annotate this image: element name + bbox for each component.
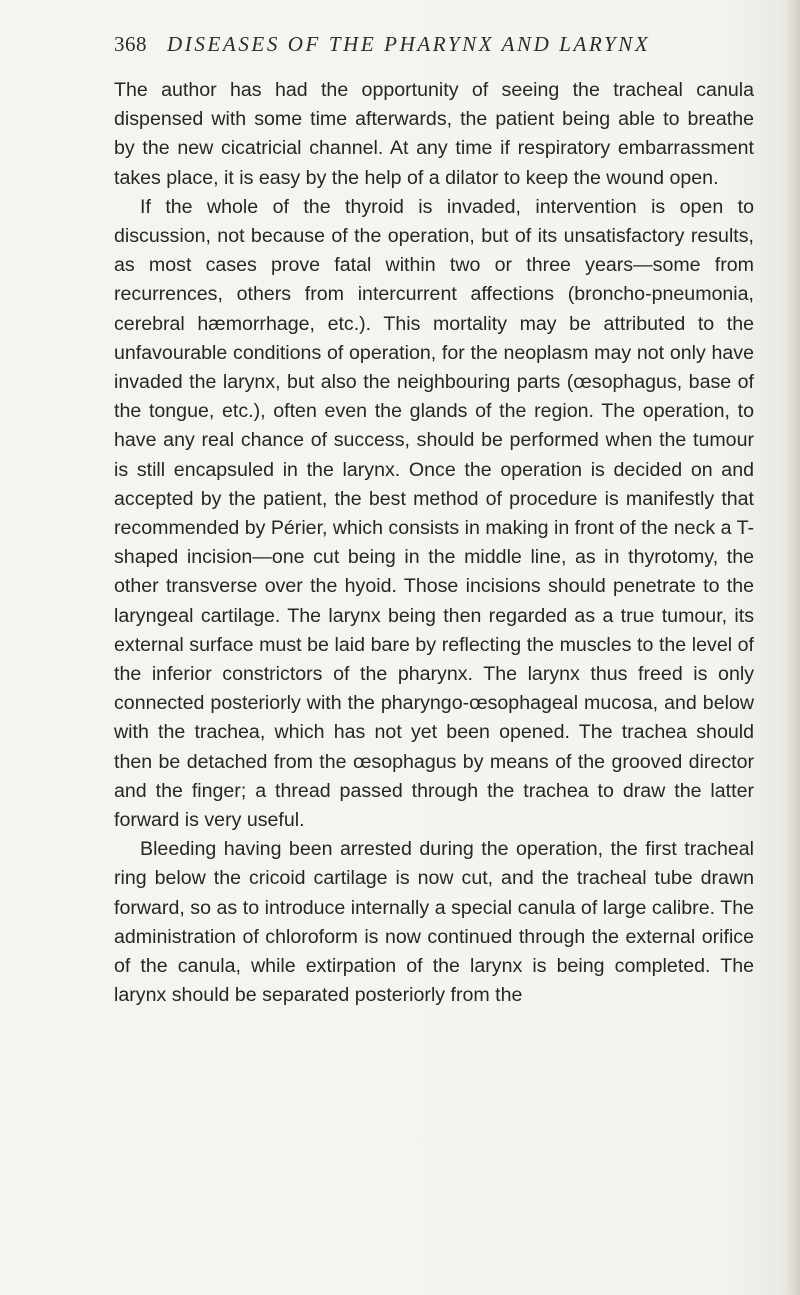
page-number: 368	[114, 32, 147, 56]
paragraph-3: Bleeding having been arrested during the operation, the first tracheal ring below the cricoid cartilage is now cut, and the tracheal tube drawn forward, so as to introduce internally a special canula of large calibre. The administration of chloroform is now continued through the external orifice of the canula, while extirpation of the larynx is being completed. The larynx should be separated posteriorly from the	[114, 838, 754, 1007]
running-head	[114, 32, 754, 62]
paragraph-1: The author has had the opportunity of seeing the tracheal canula dispensed with some time afterwards, the patient being able to breathe by the new cicatricial channel. At any time if respiratory embarrassment takes place, it is easy by the help of a dilator to keep the wound open.	[114, 79, 754, 189]
running-title: DISEASES OF THE PHARYNX AND LARYNX	[167, 32, 651, 56]
body-text	[114, 76, 754, 1011]
page-edge-shadow	[786, 0, 800, 1295]
paragraph-2: If the whole of the thyroid is invaded, intervention is open to discussion, not because of the operation, but of its unsatisfactory results, as most cases prove fatal within two or three years—some from recurrences, others from intercurrent affections (broncho-pneumonia, cerebral hæmorrhage, etc.). This mortality may be attributed to the unfavourable conditions of operation, for the neoplasm may not only have invaded the larynx, but also the neighbouring parts (œsophagus, base of the tongue, etc.), often even the glands of the region. The operation, to have any real chance of success, should be performed when the tumour is still encapsuled in the larynx. Once the operation is decided on and accepted by the patient, the best method of procedure is manifestly that recommended by Périer, which consists in making in front of the neck a T-shaped incision—one cut being in the middle line, as in thyrotomy, the other transverse over the hyoid. Those incisions should penetrate to the laryngeal cartilage. The larynx being then regarded as a true tumour, its external surface must be laid bare by reflecting the muscles to the level of the inferior constrictors of the pharynx. The larynx thus freed is only connected posteriorly with the pharyngo-œsophageal mucosa, and below with the trachea, which has not yet been opened. The trachea should then be detached from the œsophagus by means of the grooved director and the finger; a thread passed through the trachea to draw the latter forward is very useful.	[114, 195, 755, 832]
